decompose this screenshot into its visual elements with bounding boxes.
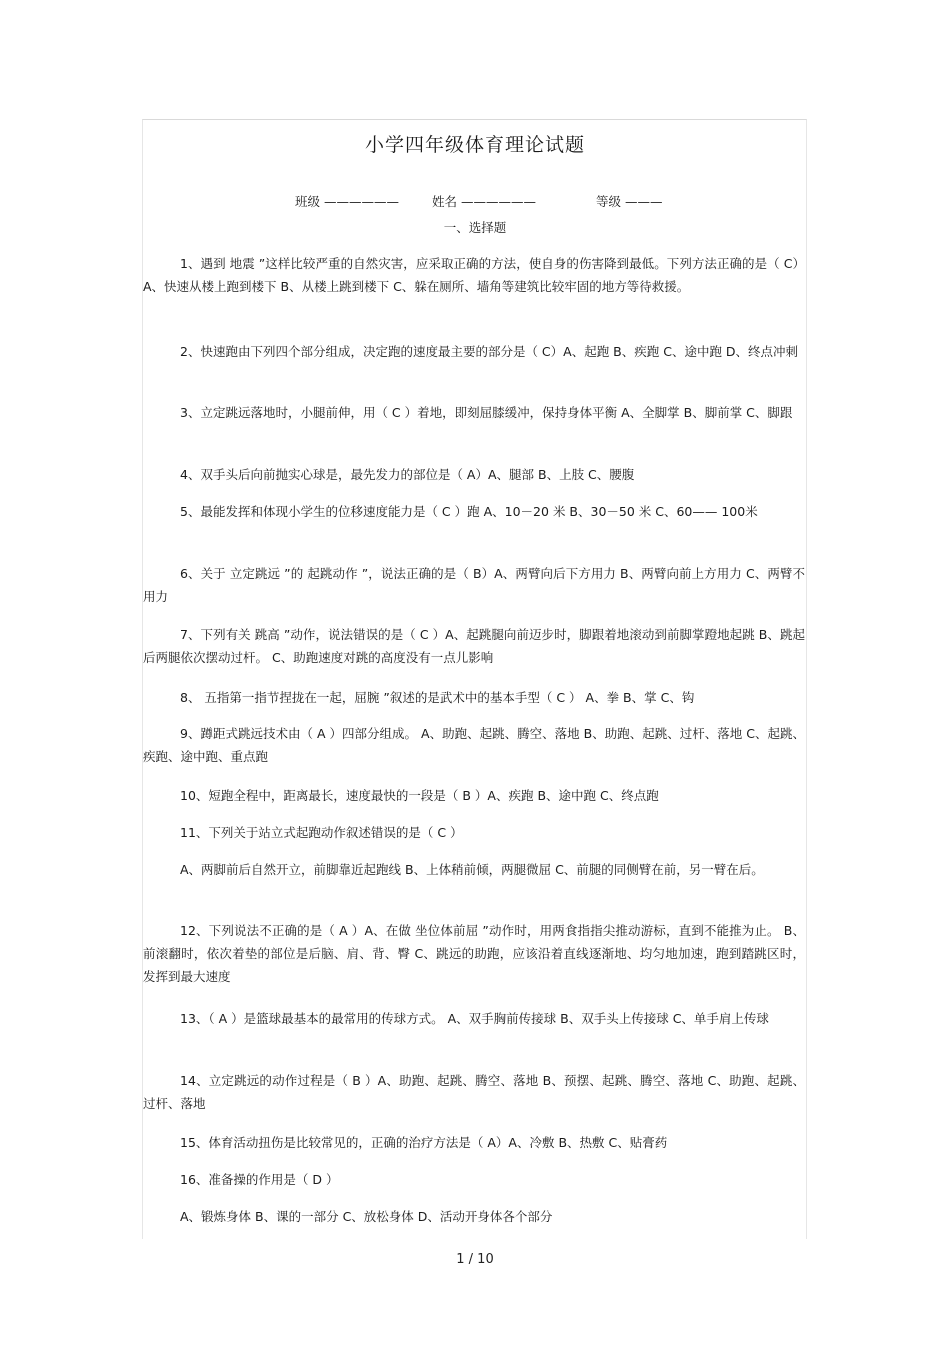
class-field-label: 班级 —————— (295, 194, 399, 209)
question-14: 14、立定跳远的动作过程是（ B ）A、助跑、起跳、腾空、落地 B、预摆、起跳、腾空、落地 C、助跑、起跳、过杆、落地 (143, 1073, 805, 1111)
page-number: 1 / 10 (456, 1252, 494, 1267)
name-field-label: 姓名 —————— (432, 194, 536, 209)
question-3: 3、立定跳远落地时，小腿前伸，用（ C ）着地，即刻屈膝缓冲，保持身体平衡 A、全脚掌 B、脚前掌 C、脚跟 (180, 405, 793, 420)
student-info-row (0, 192, 950, 212)
question-7: 7、下列有关 跳高 ”动作，说法错误的是（ C ）A、起跳腿向前迈步时，脚跟着地滚动到前脚掌蹬地起跳 B、跳起后两腿依次摆动过杆。 C、助跑速度对跳的高度没有一点儿影响 (143, 627, 805, 665)
question-13: 13、（ A ）是篮球最基本的最常用的传球方式。 A、双手胸前传接球 B、双手头上传接球 C、单手肩上传球 (180, 1011, 769, 1026)
question-16-options: A、锻炼身体 B、课的一部分 C、放松身体 D、活动开身体各个部分 (180, 1209, 553, 1224)
document-title: 小学四年级体育理论试题 (364, 134, 585, 156)
question-8: 8、 五指第一指节捏拢在一起，屈腕 ”叙述的是武术中的基本手型（ C ） A、拳 B、掌 C、钩 (180, 690, 695, 705)
grade-field-label: 等级 ——— (596, 194, 663, 209)
question-2: 2、快速跑由下列四个部分组成，决定跑的速度最主要的部分是（ C）A、起跑 B、疾跑 C、途中跑 D、终点冲刺 (180, 344, 799, 359)
question-15: 15、体育活动扭伤是比较常见的，正确的治疗方法是（ A）A、冷敷 B、热敷 C、贴膏药 (180, 1135, 668, 1150)
section-title-choice: 一、选择题 (443, 220, 507, 235)
question-11-options: A、两脚前后自然开立，前脚靠近起跑线 B、上体稍前倾，两腿微屈 C、前腿的同侧臂在前，另一臂在后。 (180, 862, 764, 877)
question-5: 5、最能发挥和体现小学生的位移速度能力是（ C ）跑 A、10－20 米 B、30－50 米 C、60—— 100米 (180, 504, 758, 519)
question-11: 11、下列关于站立式起跑动作叙述错误的是（ C ） (180, 825, 463, 840)
question-9: 9、蹲距式跳远技术由（ A ）四部分组成。 A、助跑、起跳、腾空、落地 B、助跑、起跳、过杆、落地 C、起跳、疾跑、途中跑、重点跑 (143, 726, 805, 764)
question-6: 6、关于 立定跳远 ”的 起跳动作 ”，说法正确的是（ B）A、两臂向后下方用力 B、两臂向前上方用力 C、两臂不用力 (143, 566, 805, 604)
question-4: 4、双手头后向前抛实心球是，最先发力的部位是（ A）A、腿部 B、上肢 C、腰腹 (180, 467, 635, 482)
question-10: 10、短跑全程中，距离最长，速度最快的一段是（ B ）A、疾跑 B、途中跑 C、终点跑 (180, 788, 659, 803)
question-1: 1、遇到 地震 ”这样比较严重的自然灾害，应采取正确的方法，使自身的伤害降到最低。下列方法正确的是（ C）A、快速从楼上跑到楼下 B、从楼上跳到楼下 C、躲在厕所、墙角等建筑比较牢固的地方等待救援。 (143, 256, 805, 294)
question-12: 12、下列说法不正确的是（ A ）A、在做 坐位体前屈 ”动作时，用两食指指尖推动游标，直到不能推为止。 B、前滚翻时，依次着垫的部位是后脑、肩、背、臀 C、跳远的助跑，应该沿着直线逐渐地、均匀地加速，跑到踏跳区时，发挥到最大速度 (143, 923, 805, 984)
question-16: 16、准备操的作用是（ D ） (180, 1172, 339, 1187)
